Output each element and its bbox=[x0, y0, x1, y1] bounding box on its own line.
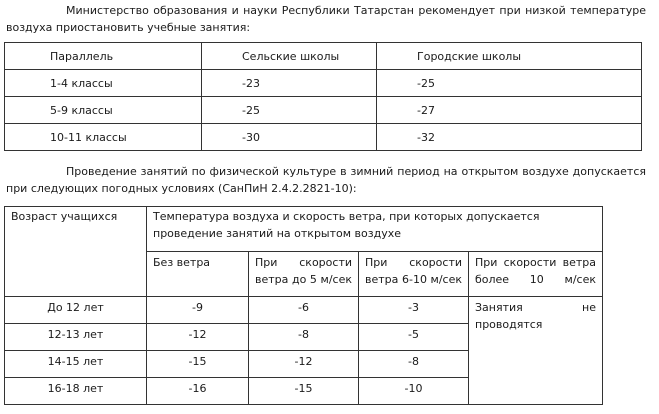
school-temperature-table bbox=[4, 42, 642, 151]
header-parallel: Параллель bbox=[5, 43, 202, 70]
pe-weather-table bbox=[4, 206, 603, 405]
wind-6-10-cell: -8 bbox=[359, 351, 469, 378]
intro-paragraph: Министерство образования и науки Республики Татарстан рекомендует при низкой температуре воздуха приостановить учебные занятия: bbox=[6, 4, 646, 34]
age-cell: 14-15 лет bbox=[5, 351, 147, 378]
rural-cell: -30 bbox=[202, 124, 377, 151]
age-cell: 12-13 лет bbox=[5, 324, 147, 351]
wind-6-10-cell: -5 bbox=[359, 324, 469, 351]
table-header-row bbox=[5, 43, 642, 70]
subheader-no-wind: Без ветра bbox=[147, 252, 249, 297]
header-rural: Сельские школы bbox=[202, 43, 377, 70]
urban-cell: -32 bbox=[377, 124, 642, 151]
subheader-wind-5: При скорости ветра до 5 м/сек bbox=[249, 252, 359, 297]
no-lessons-word2: не bbox=[582, 301, 596, 314]
wind-5-cell: -6 bbox=[249, 297, 359, 324]
no-wind-cell: -9 bbox=[147, 297, 249, 324]
header-urban: Городские школы bbox=[377, 43, 642, 70]
wind-6-10-cell: -10 bbox=[359, 378, 469, 405]
age-cell: 16-18 лет bbox=[5, 378, 147, 405]
table-row bbox=[5, 297, 603, 324]
urban-cell: -25 bbox=[377, 70, 642, 97]
no-lessons-word1: Занятия bbox=[475, 301, 523, 314]
rural-cell: -25 bbox=[202, 97, 377, 124]
no-wind-cell: -12 bbox=[147, 324, 249, 351]
temp-wind-header: Температура воздуха и скорость ветра, при которых допускается проведение занятий на открытом воздухе bbox=[147, 207, 603, 252]
subheader-wind-6-10: При скорости ветра 6-10 м/сек bbox=[359, 252, 469, 297]
no-lessons-word3: проводятся bbox=[475, 318, 543, 331]
wind-5-cell: -12 bbox=[249, 351, 359, 378]
table-row bbox=[5, 97, 642, 124]
grade-cell: 10-11 классы bbox=[5, 124, 202, 151]
table-row bbox=[5, 70, 642, 97]
urban-cell: -27 bbox=[377, 97, 642, 124]
grade-cell: 1-4 классы bbox=[5, 70, 202, 97]
subheader-wind-10plus: При скорости ветра более 10 м/сек bbox=[469, 252, 603, 297]
age-header: Возраст учащихся bbox=[5, 207, 147, 297]
pe-paragraph: Проведение занятий по физической культуре в зимний период на открытом воздухе допускается при следующих погодных условиях (СанПиН 2.4.2.2821-10): bbox=[6, 165, 646, 195]
grade-cell: 5-9 классы bbox=[5, 97, 202, 124]
rural-cell: -23 bbox=[202, 70, 377, 97]
table-header-row bbox=[5, 207, 603, 252]
no-wind-cell: -15 bbox=[147, 351, 249, 378]
wind-5-cell: -8 bbox=[249, 324, 359, 351]
age-cell: До 12 лет bbox=[5, 297, 147, 324]
wind-6-10-cell: -3 bbox=[359, 297, 469, 324]
table-row bbox=[5, 124, 642, 151]
no-lessons-cell bbox=[469, 297, 603, 405]
no-wind-cell: -16 bbox=[147, 378, 249, 405]
wind-5-cell: -15 bbox=[249, 378, 359, 405]
